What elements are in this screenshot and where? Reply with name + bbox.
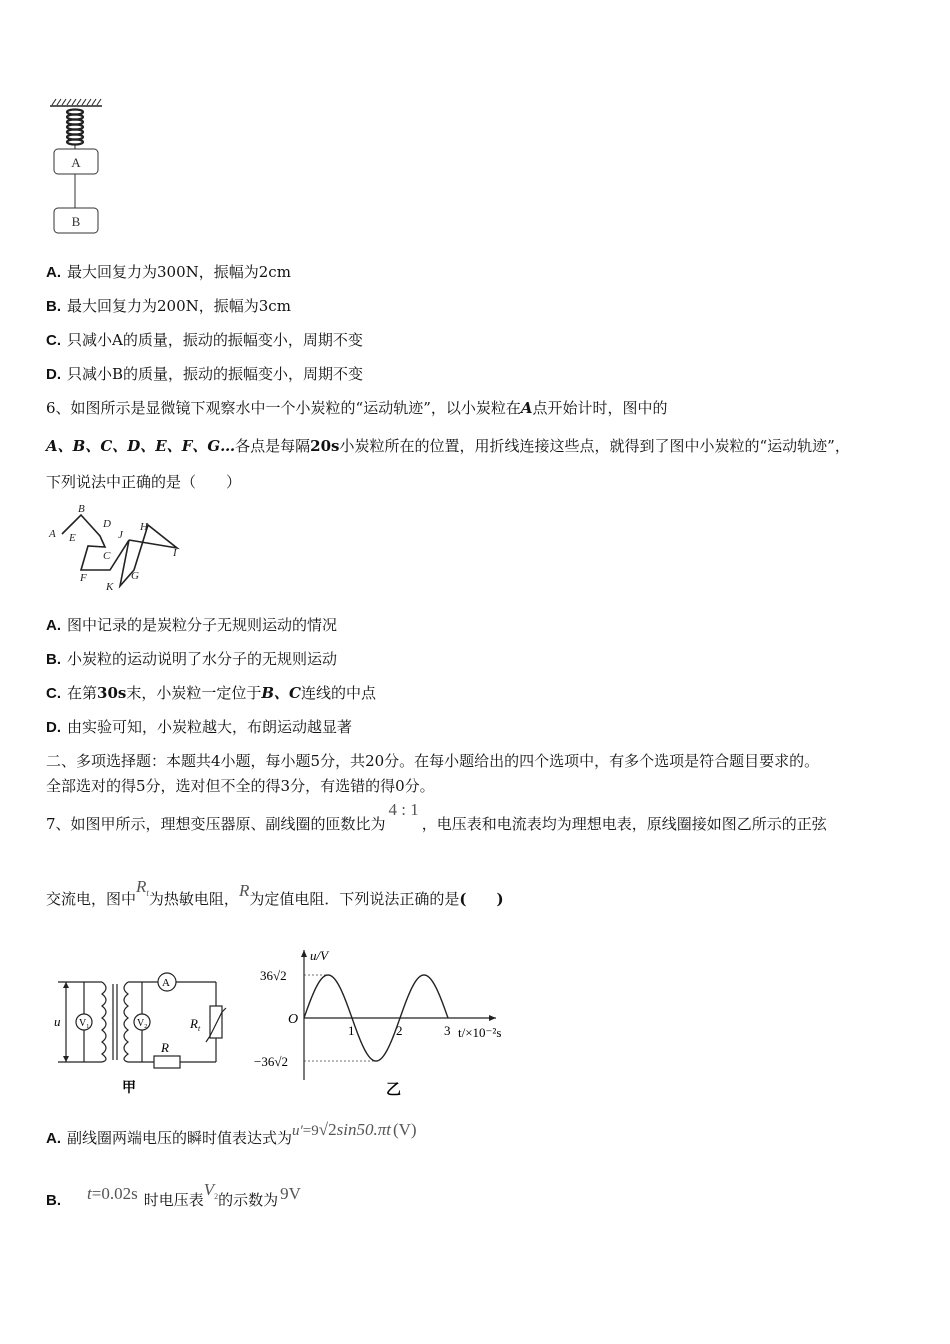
q5-option-b[interactable]: B. 最大回复力为200N，振幅为3cm [46, 297, 291, 315]
x-tick-3: 3 [444, 1023, 451, 1038]
q6-stem-line2: A、B、C、D、E、F、G…各点是每隔20s小炭粒所在的位置，用折线连接这些点，就得到了图中小炭粒的“运动轨迹”， [46, 437, 850, 455]
spring-block-figure [40, 98, 120, 243]
x-tick-1: 1 [348, 1023, 355, 1038]
point-k-label: K [106, 581, 114, 593]
figure-jia-caption: 甲 [122, 1081, 136, 1096]
voltmeter2-label: $V_2$ [137, 1018, 148, 1030]
q7-stem-line1: 7、如图甲所示，理想变压器原、副线圈的匝数比为4 : 1，电压表和电流表均为理想电表，原线圈接如图乙所示的正弦 [46, 800, 827, 833]
block-b-label: B [71, 214, 81, 229]
point-a-label: A [49, 528, 56, 540]
resistor-label: R [161, 1040, 169, 1055]
q6-stem-line3: 下列说法中正确的是（ ） [46, 473, 242, 491]
point-c-label: C [103, 550, 111, 562]
section2-instructions-line1: 二、多项选择题：本题共4小题，每小题5分，共20分。在每小题给出的四个选项中，有多个选项是符合题目要求的。 [46, 752, 820, 770]
q5-option-d[interactable]: D. 只减小B的质量，振动的振幅变小，周期不变 [46, 365, 364, 383]
point-h-label: H [140, 521, 148, 533]
chart-ylabel: u/V [310, 948, 329, 963]
q5-option-a[interactable]: A. 最大回复力为300N，振幅为2cm [46, 263, 291, 281]
point-j-label: J [118, 529, 123, 541]
amplitude-label: 36√2 [260, 968, 287, 983]
point-f-label: F [80, 572, 87, 584]
block-a-label: A [71, 155, 81, 170]
q7-option-a[interactable]: A. 副线圈两端电压的瞬时值表达式为u′=9√2sin50.πt (V) [46, 1120, 417, 1147]
q6-option-c[interactable]: C. 在第30s末，小炭粒一定位于B、C连线的中点 [46, 684, 376, 702]
section2-instructions-line2: 全部选对的得5分，选对但不全的得3分，有选错的得0分。 [46, 777, 435, 795]
voltage-sine-chart [246, 940, 536, 1100]
transformer-circuit-figure [50, 966, 230, 1096]
thermistor-label: $R_t$ [190, 1016, 201, 1033]
point-i-label: I [173, 547, 177, 559]
point-b-label: B [78, 503, 85, 515]
voltmeter1-label: $V_1$ [79, 1018, 90, 1030]
chart-xlabel: t/×10⁻²s [458, 1025, 502, 1040]
q6-option-b[interactable]: B. 小炭粒的运动说明了水分子的无规则运动 [46, 650, 338, 668]
x-tick-2: 2 [396, 1023, 403, 1038]
q6-stem-line1: 6、如图所示是显微镜下观察水中一个小炭粒的“运动轨迹”，以小炭粒在A点开始计时，图中的 [46, 399, 668, 417]
ammeter-label: A [162, 977, 170, 989]
q7-option-b[interactable]: B. t=0.02s 时电压表$V_2$的示数为 9V [46, 1180, 301, 1209]
circuit-u-label: u [54, 1014, 61, 1029]
figure-yi-caption: 乙 [386, 1082, 402, 1098]
q5-option-c[interactable]: C. 只减小A的质量，振动的振幅变小，周期不变 [46, 331, 363, 349]
q6-option-a[interactable]: A. 图中记录的是炭粒分子无规则运动的情况 [46, 616, 338, 634]
q6-option-d[interactable]: D. 由实验可知，小炭粒越大，布朗运动越显著 [46, 718, 353, 736]
neg-amplitude-label: −36√2 [254, 1054, 288, 1069]
q7-stem-line2: 交流电，图中$R_t$为热敏电阻，R为定值电阻．下列说法正确的是( ) [46, 877, 504, 908]
point-e-label: E [69, 532, 76, 544]
point-g-label: G [131, 570, 139, 582]
point-d-label: D [103, 518, 111, 530]
origin-label: O [288, 1012, 299, 1027]
brownian-trajectory-figure [44, 500, 194, 596]
